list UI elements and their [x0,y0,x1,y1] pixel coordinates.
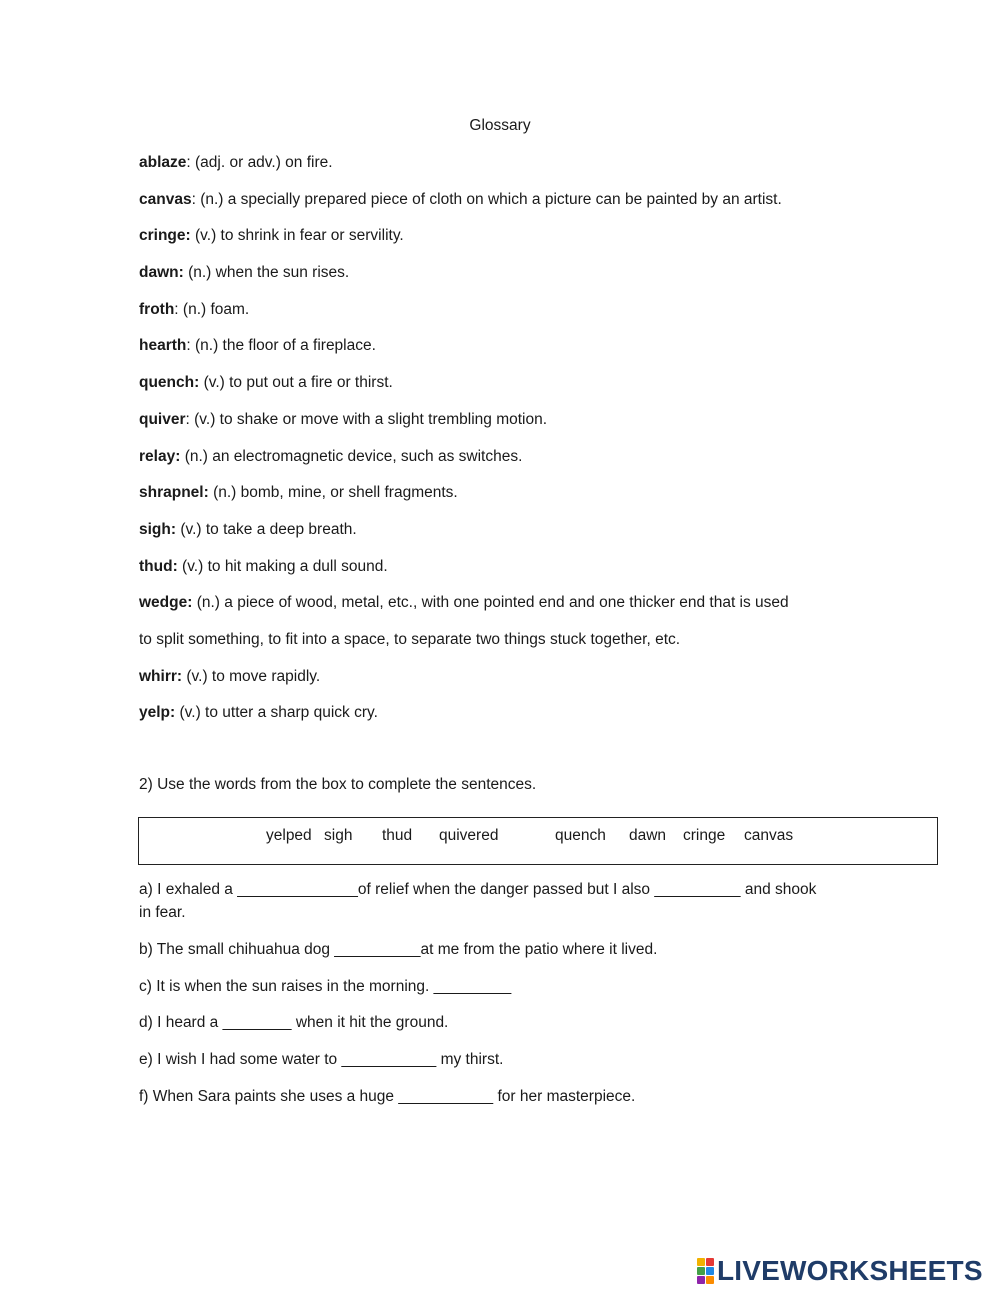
glossary-entry [139,667,899,704]
glossary-definition: (n.) foam. [182,300,250,318]
glossary-definition: (v.) to move rapidly. [186,667,321,685]
glossary-definition: (n.) a piece of wood, metal, etc., with one pointed end and one thicker end that is used [196,594,789,612]
glossary-definition: (v.) to shake or move with a slight trembling motion. [194,410,548,428]
logo-tile [706,1267,714,1275]
logo-tile [706,1276,714,1284]
question-text: e) I wish I had some water to ___________ my thirst. [139,1051,504,1069]
glossary-definition: (v.) to hit making a dull sound. [182,557,388,575]
glossary-entry: canvas: (n.) a specially prepared piece of cloth on which a picture can be painted by an artist. [139,190,782,208]
word-box-item: canvas [744,827,794,844]
word-box-item: dawn [629,827,667,844]
logo-tile [706,1258,714,1266]
glossary-entry [139,373,899,410]
question-item [139,878,869,938]
glossary-term: dawn: [139,264,184,282]
glossary-term: canvas [139,190,192,208]
glossary-term: quench: [139,374,200,392]
glossary-entry: quiver: (v.) to shake or move with a slight trembling motion. [139,410,548,428]
word-box-item: quivered [439,827,499,844]
question-text-continuation: in fear. [139,904,186,921]
word-box-item: thud [382,827,413,844]
question-item [139,1011,869,1048]
glossary-definition: (v.) to take a deep breath. [180,520,357,538]
word-box-item: quench [555,827,606,844]
glossary-entry: ablaze: (adj. or adv.) on fire. [139,154,333,171]
glossary-entry: froth: (n.) foam. [139,300,250,318]
question-text: a) I exhaled a ______________of relief when the danger passed but I also __________ and shook [139,881,817,898]
glossary-definition-continuation: to split something, to fit into a space, to separate two things stuck together, etc. [139,630,681,648]
glossary-entry [139,226,899,263]
glossary-term: whirr: [139,667,183,685]
glossary-definition: (n.) a specially prepared piece of cloth on which a picture can be painted by an artist. [200,190,782,208]
logo-text: LIVEWORKSHEETS [717,1255,983,1286]
glossary-entry [139,593,899,666]
glossary-term: relay: [139,447,181,465]
glossary-definition: (n.) when the sun rises. [188,264,350,282]
glossary-list [139,153,899,740]
question-item [139,1085,869,1122]
glossary-entry [139,520,899,557]
glossary-entry [139,483,899,520]
glossary-entry [139,557,899,594]
question-text: b) The small chihuahua dog __________at me from the patio where it lived. [139,941,658,958]
glossary-definition: (v.) to put out a fire or thirst. [203,374,393,392]
question-item [139,1048,869,1085]
glossary-definition: (n.) an electromagnetic device, such as switches. [184,447,523,465]
page-title: Glossary [469,117,531,134]
logo-tile [697,1267,705,1275]
glossary-definition: (v.) to shrink in fear or servility. [195,227,404,245]
question-text: c) It is when the sun raises in the morning. _________ [139,977,512,995]
glossary-term: wedge: [139,594,193,612]
question-text: d) I heard a ________ when it hit the ground. [139,1014,449,1032]
glossary-term: thud: [139,557,178,575]
glossary-term: yelp: [139,704,176,722]
glossary-term: quiver [139,410,186,428]
question-item [139,938,869,975]
glossary-term: ablaze [139,154,187,171]
glossary-term: froth [139,300,175,318]
glossary-definition: (adj. or adv.) on fire. [195,154,333,171]
glossary-term: shrapnel: [139,484,209,502]
glossary-definition: (n.) bomb, mine, or shell fragments. [213,484,458,502]
word-box-item: cringe [683,827,726,844]
word-box-item: yelped [266,827,312,844]
word-box-item: sigh [324,827,353,844]
question-text: f) When Sara paints she uses a huge ___________ for her masterpiece. [139,1087,636,1105]
glossary-entry [139,263,899,300]
glossary-definition: (n.) the floor of a fireplace. [195,337,376,355]
glossary-term: sigh: [139,520,177,538]
glossary-definition: (v.) to utter a sharp quick cry. [179,704,378,722]
glossary-term: cringe: [139,227,191,245]
glossary-term: hearth [139,337,187,355]
logo-tile [697,1276,705,1284]
glossary-entry [139,447,899,484]
logo-tile [697,1258,705,1266]
word-box [138,817,938,865]
glossary-entry: hearth: (n.) the floor of a fireplace. [139,337,376,355]
liveworksheets-logo[interactable] [697,1256,983,1286]
exercise-instruction: 2) Use the words from the box to complete the sentences. [139,776,537,793]
glossary-entry [139,703,899,740]
question-list [139,878,869,1121]
logo-mark-icon [697,1258,714,1284]
question-item [139,975,869,1012]
